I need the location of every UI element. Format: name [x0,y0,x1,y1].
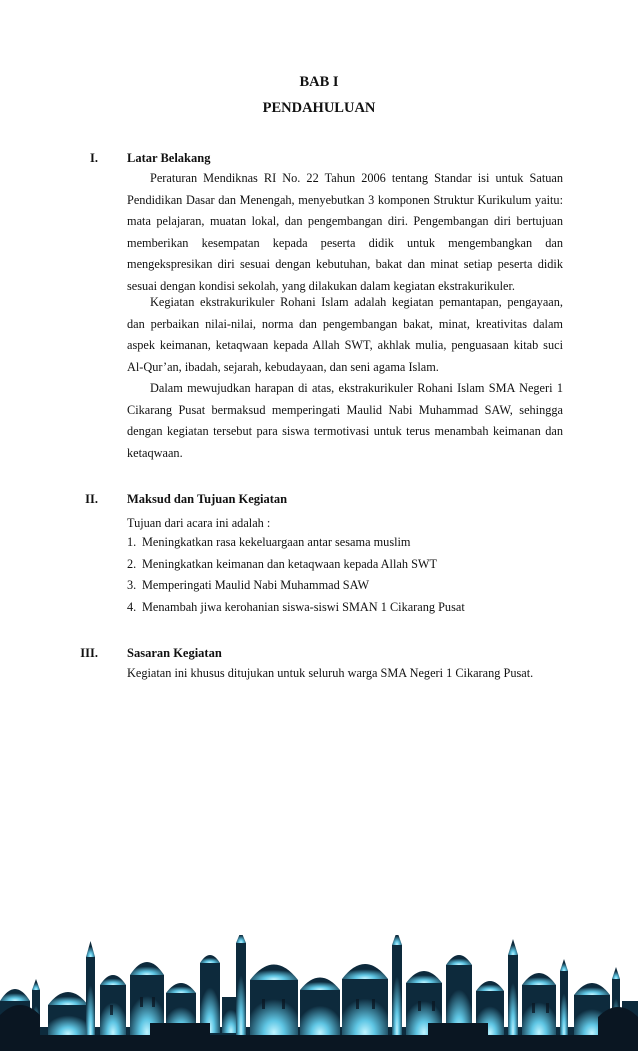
list-item: 3. Memperingati Maulid Nabi Muhammad SAW [127,578,370,593]
list-item: 4. Menambah jiwa kerohanian siswa-siswi SMAN 1 Cikarang Pusat [127,599,465,614]
chapter-label: BAB I [299,74,339,90]
section-1-paragraph-1: Peraturan Mendiknas RI No. 22 Tahun 2006 tentang Standar isi untuk Satuan Pendidikan Dasar dan Menengah, menyebutkan 3 komponen Struktur Kurikulum yaitu: mata pelajaran, muatan lokal, dan pengembangan diri. Pengembangan diri bertujuan memberikan kesempatan kepada peserta didik untuk mengembangkan dan mengekspresikan diri sesuai dengan kebutuhan, bakat dan minat setiap peserta didik sesuai dengan kondisi sekolah, yang dilakukan dalam kegiatan ekstrakurikuler. [127,171,563,293]
section-3-number: III. [80,646,98,660]
mosque-skyline-decoration [0,935,638,1051]
section-3-heading: Sasaran Kegiatan [127,646,222,660]
section-1-paragraph-3: Dalam mewujudkan harapan di atas, ekstrakurikuler Rohani Islam SMA Negeri 1 Cikarang Pusat bermaksud memperingati Maulid Nabi Muhammad SAW, sehingga dengan kegiatan tersebut para siswa termotivasi untuk terus menambah keimanan dan ketaqwaan. [127,381,563,460]
section-3-text: Kegiatan ini khusus ditujukan untuk seluruh warga SMA Negeri 1 Cikarang Pusat. [127,666,534,680]
section-1-heading: Latar Belakang [127,151,211,165]
section-2-intro: Tujuan dari acara ini adalah : [127,516,271,530]
section-1-number: I. [90,151,98,165]
section-1-paragraph-2: Kegiatan ekstrakurikuler Rohani Islam adalah kegiatan pemantapan, pengayaan, dan perbaikan nilai-nilai, norma dan pengembangan bakat, minat, kreativitas dalam aspek keimanan, ketaqwaan kepada Allah SWT, akhlak mulia, penguasaan kitab suci Al-Qur’an, ibadah, sejarah, kebudayaan, dan seni agama Islam. [127,295,563,374]
list-item: 1. Meningkatkan rasa kekeluargaan antar sesama muslim [127,535,411,549]
section-2-heading: Maksud dan Tujuan Kegiatan [127,492,288,506]
list-item: 2. Meningkatkan keimanan dan ketaqwaan kepada Allah SWT [127,556,438,571]
objectives-list [127,532,465,618]
chapter-title: PENDAHULUAN [262,100,376,116]
section-2-number: II. [85,492,98,506]
